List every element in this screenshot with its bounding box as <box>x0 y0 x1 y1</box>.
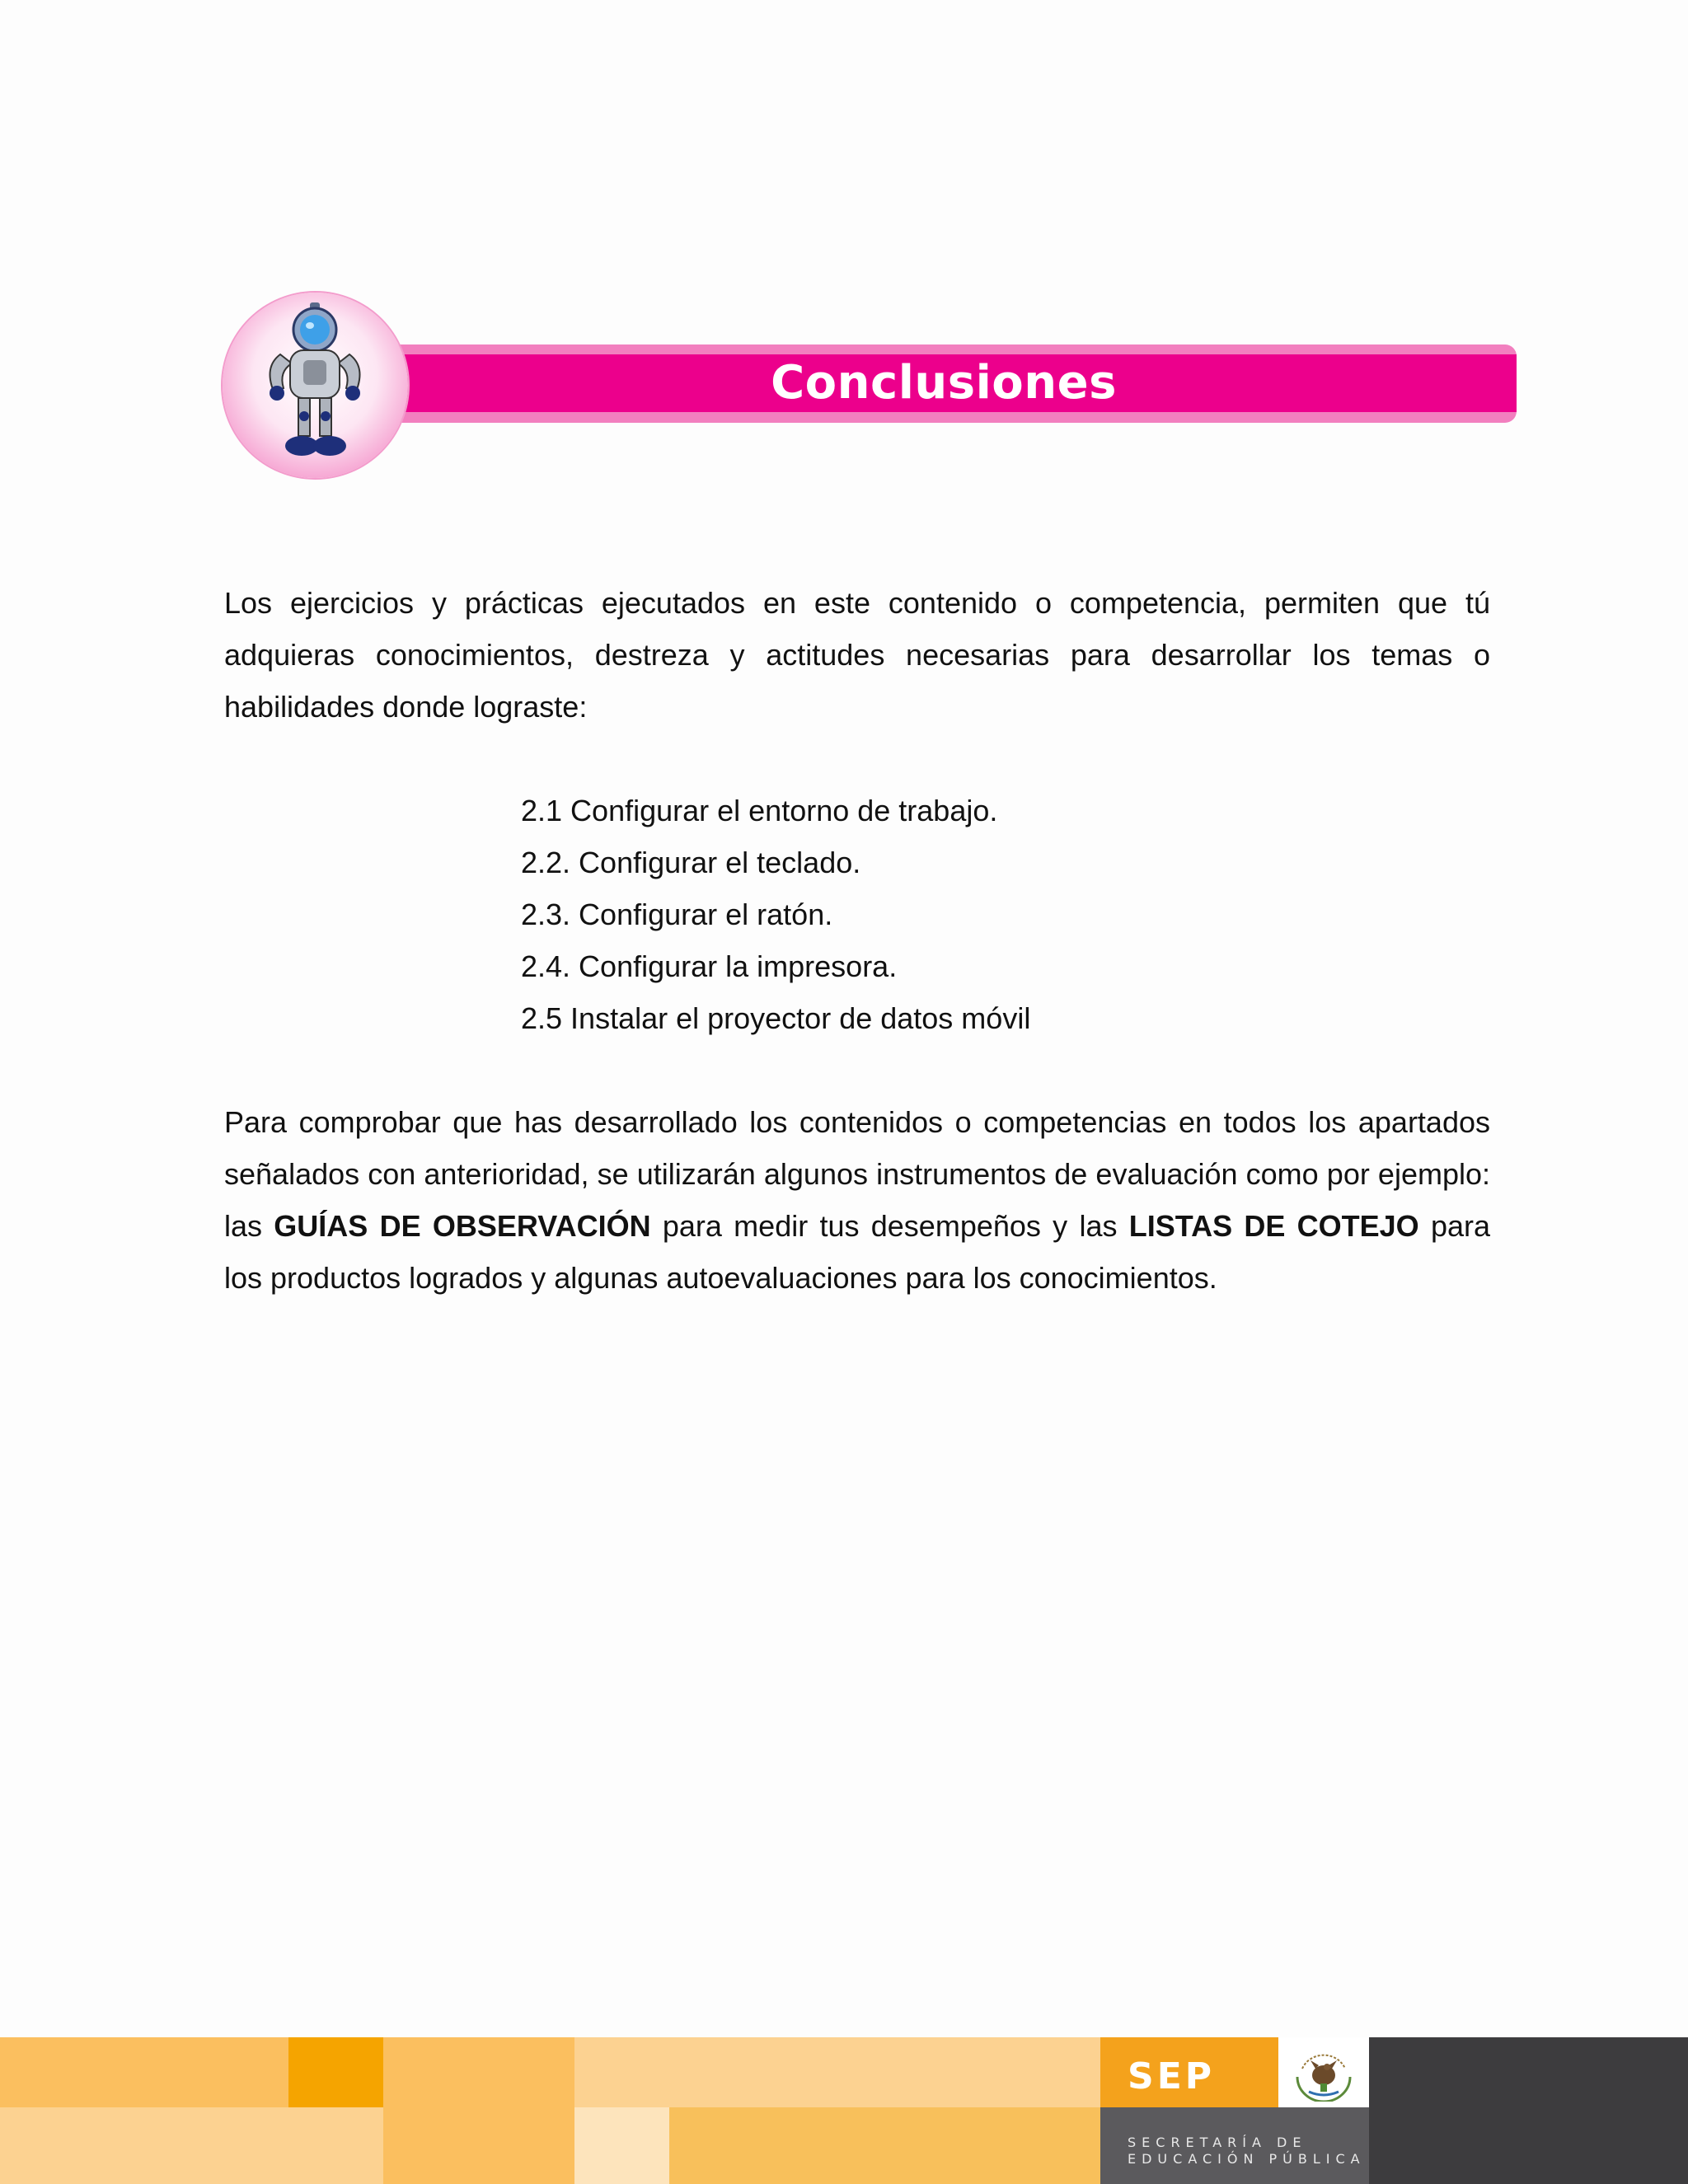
closing-bold-1: GUÍAS DE OBSERVACIÓN <box>274 1209 651 1243</box>
closing-text-2: para medir tus desempeños y las <box>650 1209 1129 1243</box>
list-item: 2.5 Instalar el proyector de datos móvil <box>521 1001 1031 1035</box>
mexican-coat-of-arms-icon <box>1278 2037 1369 2107</box>
footer-block <box>0 2107 383 2184</box>
footer-block <box>574 2107 669 2184</box>
sep-name-line-2: EDUCACIÓN PÚBLICA <box>1128 2151 1366 2167</box>
list-item: 2.1 Configurar el entorno de trabajo. <box>521 794 998 827</box>
intro-paragraph: Los ejercicios y prácticas ejecutados en este contenido o competencia, permiten que tú adquieras conocimientos, destreza y actitudes necesarias para desarrollar los temas o habilidades donde lograste: <box>224 586 1490 724</box>
list-item: 2.2. Configurar el teclado. <box>521 846 861 879</box>
footer-block <box>383 2037 574 2184</box>
footer-block <box>1369 2037 1688 2184</box>
footer-block <box>0 2037 288 2107</box>
conclusions-content <box>224 577 1490 1304</box>
sep-name-line-1: SECRETARÍA DE <box>1128 2135 1307 2150</box>
section-banner <box>223 293 1517 478</box>
closing-text-1: Para comprobar que has desarrollado los contenidos o competencias en todos los apartados señalados con anterioridad, se utilizarán algunos instrumentos de evaluación como por ejemplo: las <box>224 1105 1490 1243</box>
sep-logo: SEP <box>1128 2055 1215 2097</box>
footer-block <box>669 2107 1100 2184</box>
robot-mascot-icon <box>223 293 408 478</box>
closing-text-3: para los productos logrados y algunas autoevaluaciones para los conocimientos. <box>224 1209 1490 1295</box>
page-title: Conclusiones <box>771 356 1117 410</box>
footer-band <box>0 2037 1688 2184</box>
footer-block <box>288 2037 383 2107</box>
list-item: 2.3. Configurar el ratón. <box>521 898 833 931</box>
footer-block <box>574 2037 1100 2107</box>
closing-bold-2: LISTAS DE COTEJO <box>1128 1209 1419 1243</box>
closing-paragraph <box>224 1096 1490 1304</box>
achievements-list <box>521 785 1490 1044</box>
list-item: 2.4. Configurar la impresora. <box>521 949 898 983</box>
